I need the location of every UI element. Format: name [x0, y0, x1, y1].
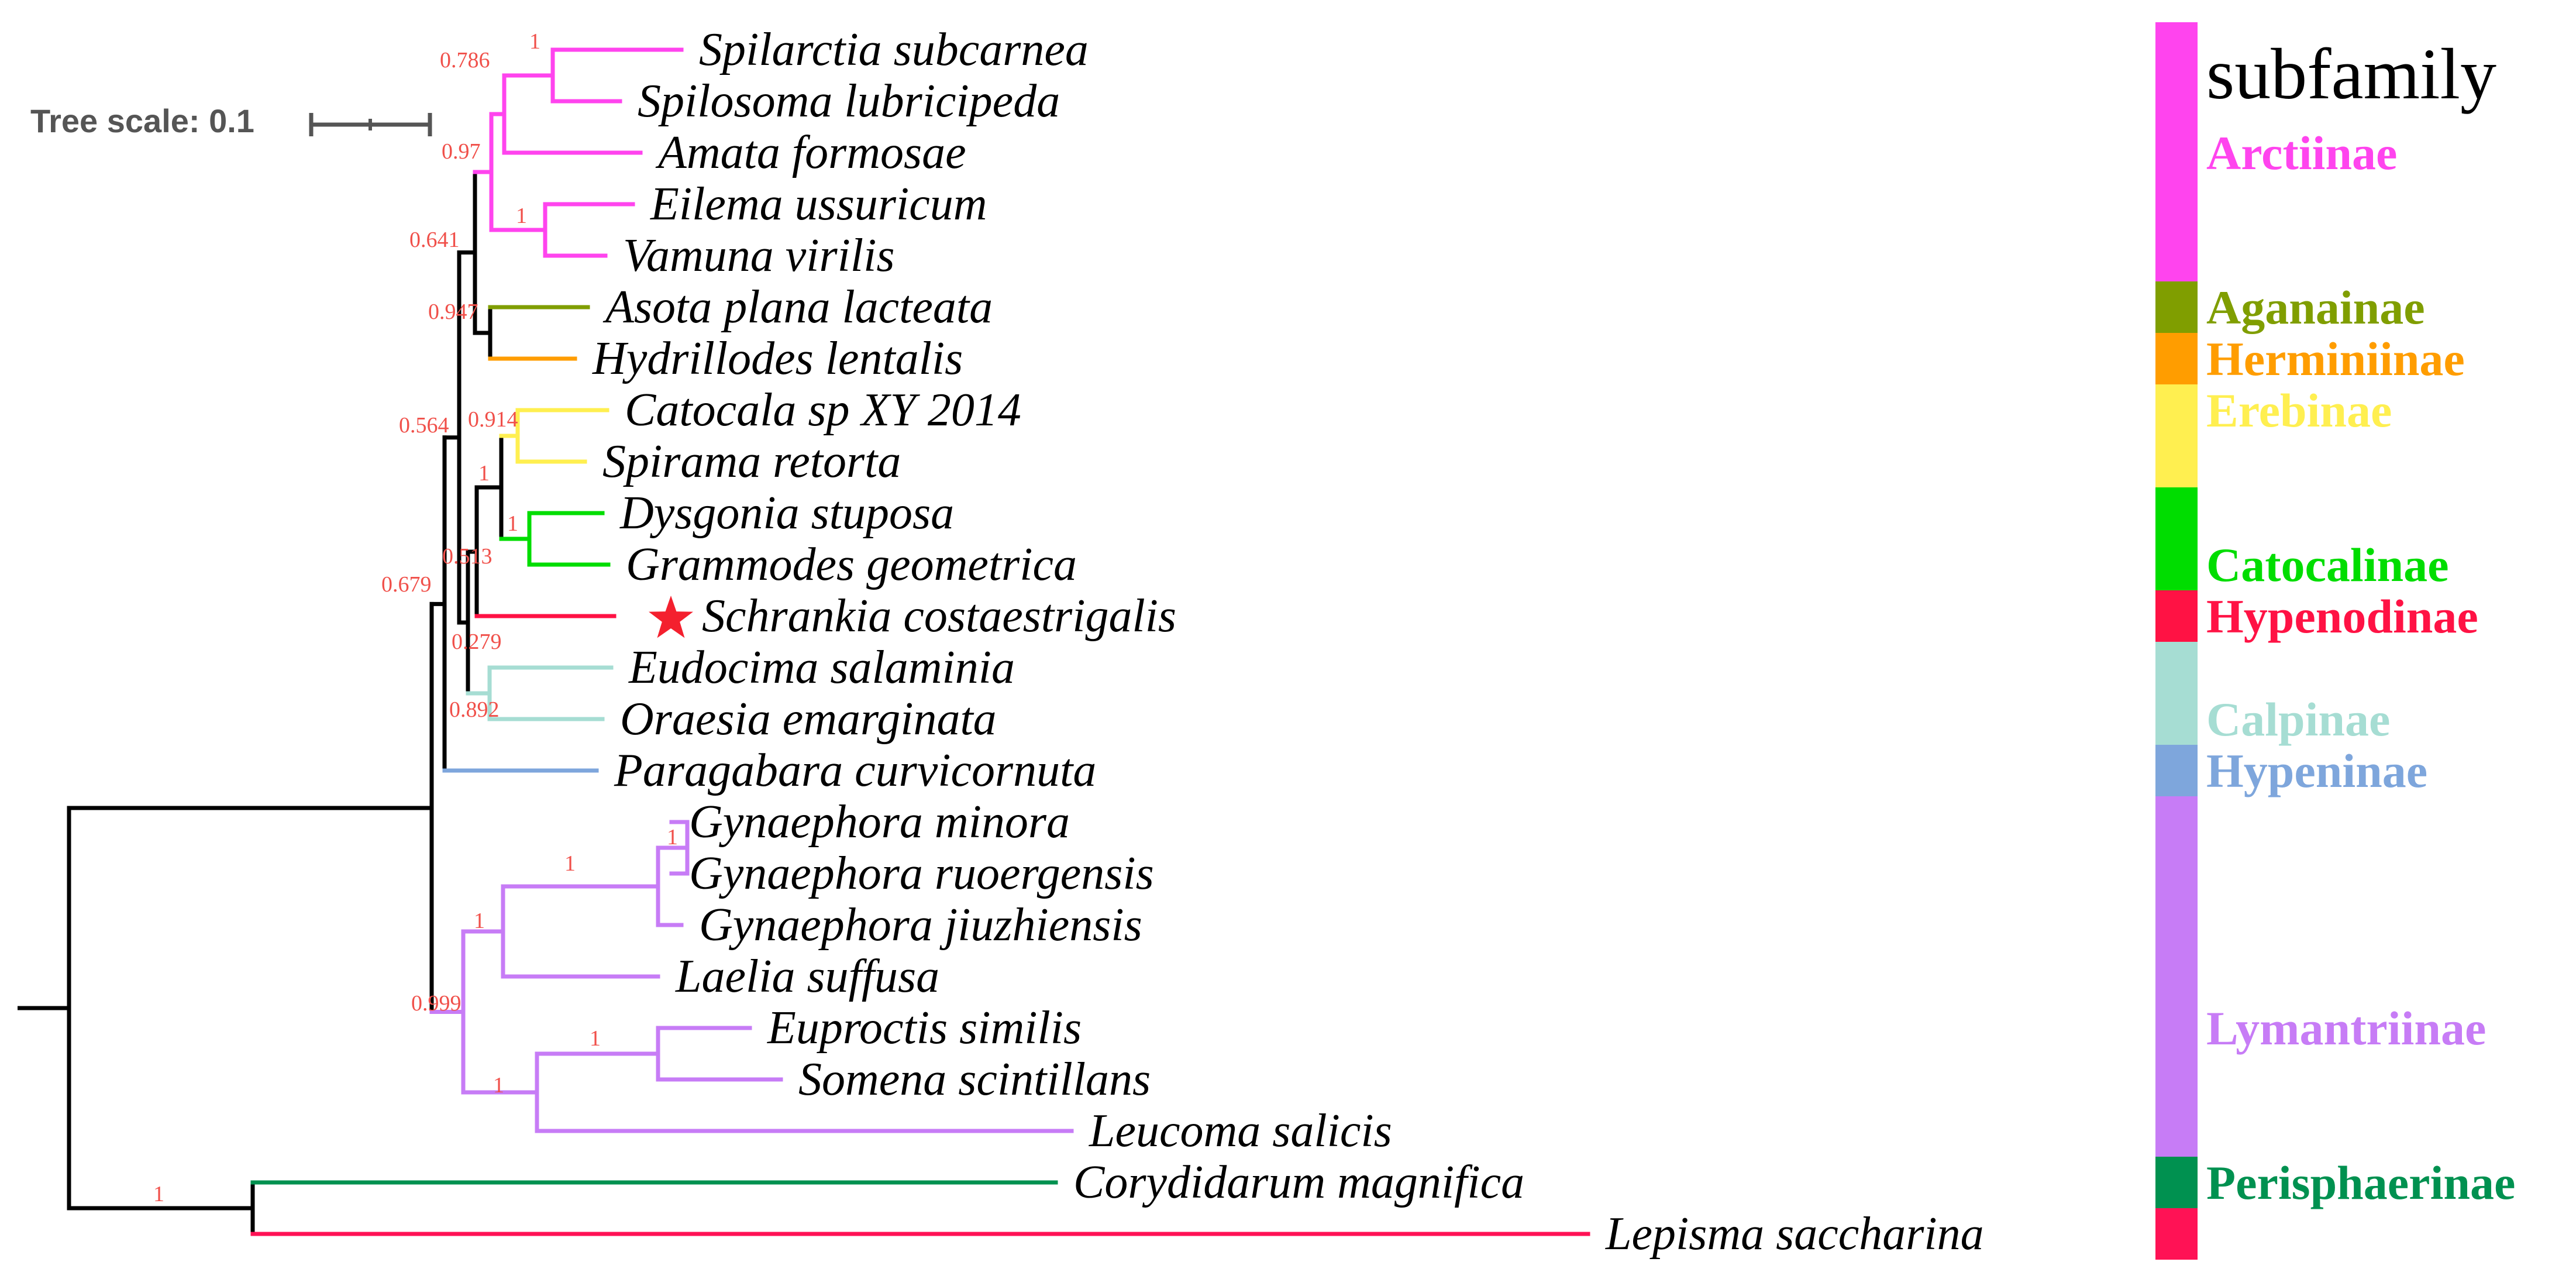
support-value-n_ec: 1	[478, 461, 490, 486]
legend-label-perisphaerinae: Perisphaerinae	[2206, 1156, 2516, 1209]
legend-label-arctiinae: Arctiinae	[2206, 126, 2398, 180]
taxon-label-t22: Corydidarum magnifica	[1073, 1157, 1525, 1208]
taxon-label-t17: Gynaephora jiuzhiensis	[699, 899, 1142, 951]
support-value-n_echc: 0.279	[452, 630, 502, 654]
legend-title: subfamily	[2206, 34, 2496, 114]
support-value-n_spil_sp2: 0.786	[440, 48, 490, 73]
support-value-n_cat: 1	[507, 511, 518, 536]
support-value-n_noct: 0.564	[399, 413, 449, 438]
taxon-label-t3: Eilema ussuricum	[650, 178, 987, 230]
support-value-n_ereb: 0.679	[381, 572, 432, 597]
strip-arctiinae	[2155, 22, 2198, 281]
taxon-label-t9: Dysgonia stuposa	[620, 487, 955, 539]
taxon-label-t14: Paragabara curvicornuta	[614, 745, 1097, 796]
strip-hypeninae	[2155, 745, 2198, 796]
taxon-label-t12: Eudocima salaminia	[629, 642, 1015, 693]
tree-scale-label: Tree scale: 0.1	[30, 102, 254, 139]
taxon-label-t0: Spilarctia subcarnea	[699, 24, 1089, 75]
legend-label-hypenodinae: Hypenodinae	[2206, 590, 2478, 643]
strip-lymantriinae	[2155, 796, 2198, 1157]
legend-label-aganainae: Aganainae	[2206, 281, 2425, 334]
strip-erebinae	[2155, 384, 2198, 487]
strip-aganainae	[2155, 281, 2198, 333]
taxon-label-t1: Spilosoma lubricipeda	[638, 75, 1060, 127]
taxon-label-t7: Catocala sp XY 2014	[625, 384, 1021, 436]
support-value-n_eb: 0.914	[468, 407, 518, 432]
taxon-label-t5: Asota plana lacteata	[605, 281, 993, 333]
support-value-n_arct: 0.97	[442, 139, 481, 164]
legend-label-erebinae: Erebinae	[2206, 384, 2392, 437]
support-value-n_ah: 0.947	[428, 300, 478, 324]
taxon-label-t8: Spirama retorta	[602, 436, 901, 487]
taxon-label-t16: Gynaephora ruoergensis	[689, 848, 1154, 899]
taxon-label-t20: Somena scintillans	[798, 1054, 1151, 1105]
support-value-n_ech: 0.513	[442, 544, 493, 569]
legend-label-lymantriinae: Lymantriinae	[2206, 1002, 2487, 1055]
strip-herminiinae	[2155, 333, 2198, 384]
taxon-label-t15: Gynaephora minora	[689, 796, 1070, 848]
strip-perisphaerinae	[2155, 1157, 2198, 1208]
taxon-label-t18: Laelia suffusa	[676, 951, 940, 1002]
legend-label-hypeninae: Hypeninae	[2206, 744, 2428, 797]
taxon-label-t21: Leucoma salicis	[1089, 1105, 1392, 1157]
taxon-label-t19: Euproctis similis	[767, 1002, 1082, 1054]
subfamily-color-strip	[2155, 22, 2198, 1260]
support-value-n_arct_ah: 0.641	[409, 228, 460, 252]
legend-label-herminiinae: Herminiinae	[2206, 332, 2465, 386]
strip-catocalinae	[2155, 487, 2198, 590]
taxon-label-t10: Grammodes geometrica	[626, 539, 1077, 590]
support-value-n_gl: 1	[474, 909, 485, 933]
legend-label-catocalinae: Catocalinae	[2206, 538, 2449, 592]
tree-scale-bar	[311, 113, 430, 136]
taxon-label-t13: Oraesia emarginata	[620, 693, 997, 745]
taxon-label-t23: Lepisma saccharina	[1606, 1208, 1984, 1260]
taxon-label-t6: Hydrillodes lentalis	[593, 333, 963, 384]
strip-hypenodinae	[2155, 590, 2198, 642]
support-value-n_gyn: 1	[564, 851, 576, 876]
support-value-n_eil: 1	[516, 204, 527, 228]
taxon-label-t4: Vamuna virilis	[623, 230, 895, 281]
support-value-n_eu: 1	[590, 1026, 601, 1051]
legend-label-calpinae: Calpinae	[2206, 693, 2391, 746]
strip-calpinae	[2155, 642, 2198, 745]
support-value-n_spil: 1	[529, 29, 540, 54]
taxon-label-t2: Amata formosae	[658, 127, 966, 178]
support-value-n_gm: 1	[667, 825, 678, 850]
strip-outgroup2	[2155, 1208, 2198, 1260]
taxon-label-t11: Schrankia costaestrigalis	[702, 590, 1177, 642]
subfamily-legend	[2206, 126, 2515, 1209]
star-icon	[649, 596, 693, 638]
support-value-n_lym: 0.999	[411, 991, 462, 1016]
taxon-labels	[592, 24, 1984, 1260]
support-value-n_out: 1	[153, 1182, 164, 1206]
support-value-n_cal: 0.892	[449, 697, 500, 722]
support-value-n_eus: 1	[493, 1073, 504, 1098]
